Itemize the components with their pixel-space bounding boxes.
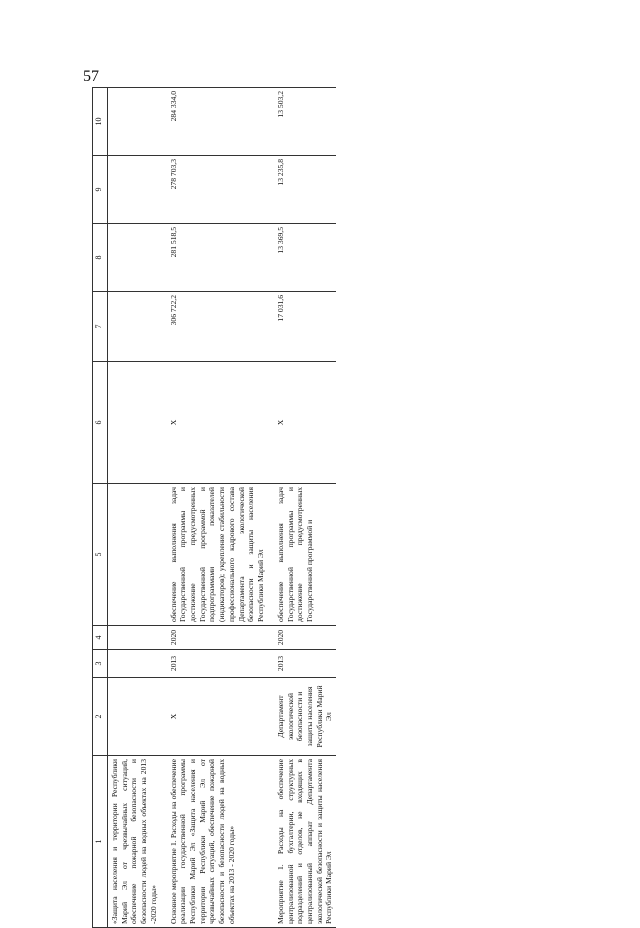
cell-end-year bbox=[108, 626, 161, 650]
cell-expected-result bbox=[108, 484, 161, 626]
col-header-9: 9 bbox=[93, 156, 108, 224]
cell-start-year: 2013 bbox=[167, 650, 268, 678]
row-title-cell: Основное мероприятие 1. Расходы на обеспечение реализации государственной программы Республики Марий Эл «Защита населения и территории Республики Марий Эл от чрезвычайных ситуаций, обеспечение пожарной безопасности и безопасности людей на водных объектах на 2013 - 2020 годы» bbox=[167, 756, 268, 928]
cell-indicator: X bbox=[167, 362, 268, 484]
cell-value-10: 284 334,0 bbox=[167, 88, 268, 156]
cell-value-9: 13 235,8 bbox=[274, 156, 336, 224]
col-header-8: 8 bbox=[93, 224, 108, 292]
cell-end-year: 2020 bbox=[167, 626, 268, 650]
cell-value-7: 17 031,6 bbox=[274, 292, 336, 362]
row-title-cell: Мероприятие 1. Расходы на обеспечение централизованной бухгалтерии, структурных подразделений и отделов, не входящих в централизованный аппарат Департамента экологической безопасности и защиты населения Республики Марий Эл bbox=[274, 756, 336, 928]
cell-start-year bbox=[108, 650, 161, 678]
cell-value-9 bbox=[108, 156, 161, 224]
cell-value-10: 13 503,2 bbox=[274, 88, 336, 156]
page-number: 57 bbox=[83, 68, 99, 85]
col-header-2: 2 bbox=[93, 678, 108, 756]
cell-indicator: X bbox=[274, 362, 336, 484]
header-row bbox=[93, 88, 108, 928]
cell-executor: X bbox=[167, 678, 268, 756]
cell-value-7 bbox=[108, 292, 161, 362]
col-header-6: 6 bbox=[93, 362, 108, 484]
table-row bbox=[274, 88, 336, 928]
col-header-1: 1 bbox=[93, 756, 108, 928]
cell-executor bbox=[108, 678, 161, 756]
cell-value-7: 306 722,2 bbox=[167, 292, 268, 362]
cell-indicator bbox=[108, 362, 161, 484]
budget-table bbox=[92, 87, 336, 928]
cell-expected-result: обеспечение выполнения задач Государственной программы и достижение предусмотренных Государственной программой и bbox=[274, 484, 336, 626]
cell-end-year: 2020 bbox=[274, 626, 336, 650]
col-header-7: 7 bbox=[93, 292, 108, 362]
col-header-10: 10 bbox=[93, 88, 108, 156]
cell-value-8: 13 369,5 bbox=[274, 224, 336, 292]
cell-executor: Департамент экологической безопасности и защиты населения Республики Марий Эл bbox=[274, 678, 336, 756]
cell-start-year: 2013 bbox=[274, 650, 336, 678]
table-row bbox=[167, 88, 268, 928]
row-title-cell: «Защита населения и территории Республики Марий Эл от чрезвычайных ситуаций, обеспечение пожарной безопасности и безопасности людей на водных объектах на 2013 -2020 годы» bbox=[108, 756, 161, 928]
cell-value-8 bbox=[108, 224, 161, 292]
cell-value-9: 278 703,3 bbox=[167, 156, 268, 224]
cell-value-8: 281 518,5 bbox=[167, 224, 268, 292]
table-row bbox=[108, 88, 161, 928]
col-header-3: 3 bbox=[93, 650, 108, 678]
col-header-5: 5 bbox=[93, 484, 108, 626]
cell-expected-result: обеспечение выполнения задач Государственной программы и достижение предусмотренных Государственной программой и подпрограммами показателей (индикаторов); укрепление стабильности профессионального кадрового состава Департамента экологической безопасности и защиты населения Республики Марий Эл bbox=[167, 484, 268, 626]
col-header-4: 4 bbox=[93, 626, 108, 650]
budget-table-sheet bbox=[92, 88, 512, 928]
cell-value-10 bbox=[108, 88, 161, 156]
